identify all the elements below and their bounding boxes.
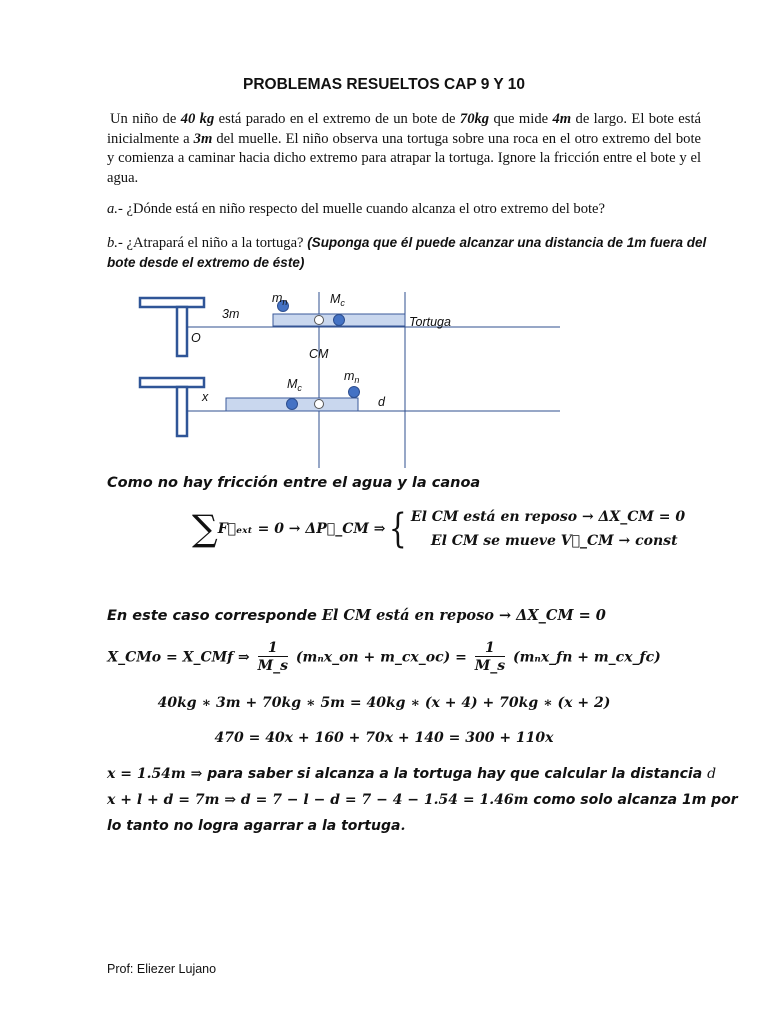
dock-bottom-post	[177, 387, 187, 436]
conclusion-text: para saber si alcanza a la tortuga hay que calcular la distancia	[202, 766, 708, 782]
page-title: PROBLEMAS RESUELTOS CAP 9 Y 10	[243, 76, 525, 93]
eq2-final: (mₙx_fn + m_cx_fc)	[512, 649, 661, 666]
initial-distance: 3m	[193, 130, 213, 147]
label-3m: 3m	[222, 307, 240, 321]
label-tortuga: Tortuga	[409, 315, 451, 329]
label-mc-bottom: $M_c$	[287, 377, 302, 393]
dock-top-plank	[140, 298, 204, 307]
sum-symbol: ∑	[192, 508, 218, 550]
label-mn-bottom: $m_n$	[344, 369, 360, 385]
distance-equation: x + l + d = 7m ⇒ d = 7 − l − d = 7 − 4 − 1.54 = 1.46m	[107, 792, 529, 808]
equation-substitution: 40kg ∗ 3m + 70kg ∗ 5m = 40kg ∗ (x + 4) + 70kg ∗ (x + 2)	[157, 695, 611, 711]
child-mass: 40 kg	[180, 111, 215, 127]
fraction-denominator: M_s	[257, 658, 288, 674]
heading2-text: En este caso corresponde	[107, 608, 322, 624]
conclusion-line-3	[107, 818, 405, 834]
conclusion-line-1	[107, 766, 716, 782]
boat-length: 4m	[552, 111, 572, 127]
boat-mass-bottom	[287, 399, 298, 410]
heading-no-friction: Como no hay fricción entre el agua y la canoa	[107, 475, 481, 491]
conclusion-line-2	[107, 792, 738, 808]
question-a-label: a.-	[107, 201, 123, 217]
conclusion-text: como solo alcanza 1m por	[528, 792, 738, 808]
label-mc-top: $M_c$	[330, 292, 345, 308]
eq1-cases	[411, 505, 685, 553]
question-a	[107, 201, 605, 218]
cm-marker-top	[315, 316, 324, 325]
eq1-case-moving: El CM se mueve V⃗_CM → const	[430, 533, 678, 549]
eq2-initial: (mₙx_on + m_cx_oc) =	[295, 649, 467, 666]
fraction-numerator: 1	[475, 640, 505, 657]
cm-marker-bottom	[315, 400, 324, 409]
fraction-final	[475, 640, 505, 675]
result-x: x = 1.54m ⇒	[107, 766, 203, 782]
question-b-label: b.-	[107, 235, 123, 251]
footer-author: Prof: Eliezer Lujano	[107, 962, 217, 976]
boat-mass: 70kg	[459, 111, 490, 127]
question-a-text: ¿Dónde está en niño respecto del muelle cuando alcanza el otro extremo del bote?	[122, 201, 606, 217]
fraction-denominator: M_s	[474, 658, 506, 674]
boat-mass-top	[334, 315, 345, 326]
question-b-note: (Suponga que él puede alcanzar una distancia de 1m fuera del bote desde el extremo de éste)	[107, 235, 707, 270]
fraction-numerator: 1	[258, 640, 288, 657]
label-d: d	[378, 395, 385, 409]
eq2-lhs: X_CMo = X_CMf ⇒	[107, 649, 250, 666]
problem-text: que mide	[489, 111, 553, 127]
problem-text: del muelle. El niño observa una tortuga sobre una roca en el otro extremo del bote y comienza a caminar hacia dicho extremo para atrapar la tortuga. Ignore la fricción entre el bote y el agua.	[107, 130, 701, 186]
label-origin: O	[191, 331, 201, 345]
eq1-lhs: F⃗ₑₓₜ = 0 → ΔP⃗_CM ⇒	[217, 521, 386, 537]
problem-text: está parado en el extremo de un bote de	[214, 111, 460, 127]
label-cm: CM	[309, 347, 329, 361]
equation-cm-position	[0, 640, 768, 675]
eq1-case-rest: El CM está en reposo → ΔX_CM = 0	[410, 509, 686, 525]
question-b	[107, 233, 707, 273]
problem-text: Un niño de	[110, 111, 181, 127]
heading2-math: El CM está en reposo → ΔX_CM = 0	[321, 607, 606, 624]
label-x: x	[202, 390, 209, 404]
dock-bottom-plank	[140, 378, 204, 387]
label-mn-top: $m_n$	[272, 291, 288, 307]
equation-simplified: 470 = 40x + 160 + 70x + 140 = 300 + 110x	[214, 730, 554, 746]
question-b-text: ¿Atrapará el niño a la tortuga?	[122, 235, 308, 251]
brace-symbol: {	[389, 506, 408, 552]
heading-this-case	[107, 607, 606, 624]
dock-top-post	[177, 307, 187, 356]
problem-text: de largo. El bote está inicialmente a	[107, 111, 701, 147]
fraction-initial	[258, 640, 288, 675]
boat-diagram	[130, 288, 580, 468]
equation-momentum	[192, 505, 685, 553]
conclusion-text: lo tanto no logra agarrar a la tortuga	[107, 818, 401, 834]
problem-statement	[107, 110, 701, 188]
child-mass-bottom	[349, 387, 360, 398]
variable-d: d	[707, 766, 717, 782]
conclusion-end: .	[400, 818, 406, 834]
